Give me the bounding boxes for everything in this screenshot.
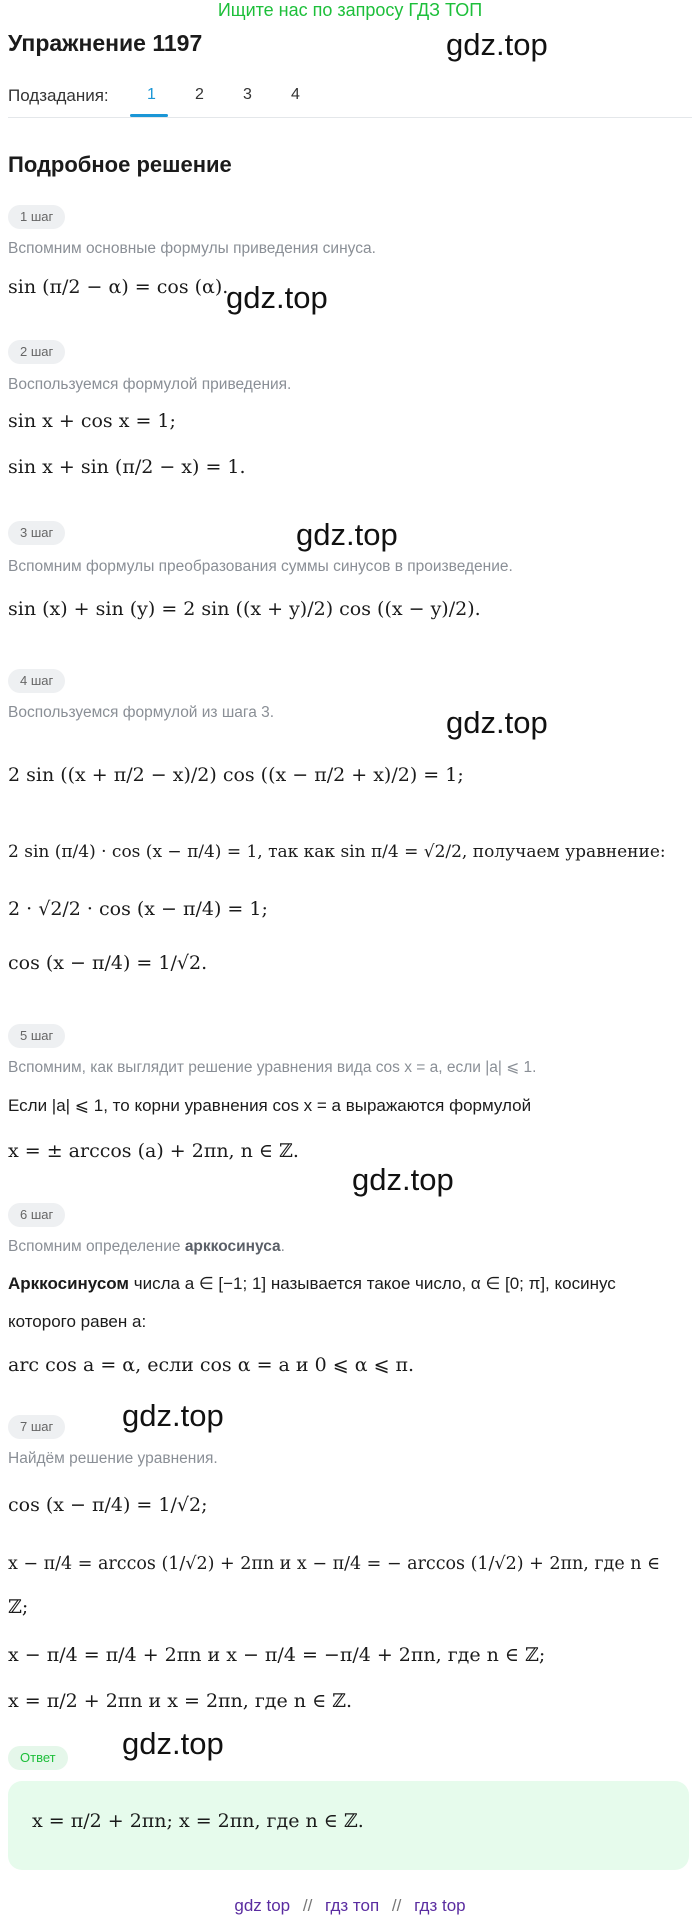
footer-link[interactable]: gdz top [234, 1896, 291, 1915]
watermark: gdz.top [122, 1726, 224, 1761]
step-hint: Воспользуемся формулой из шага 3. [8, 704, 275, 721]
math-line: arc cos a = α, если cos α = a и 0 ⩽ α ⩽ π. [8, 1354, 415, 1376]
footer-separator: // [302, 1896, 313, 1915]
tab-subtask-3[interactable]: 3 [243, 86, 252, 103]
watermark: gdz.top [226, 280, 328, 315]
step-badge: 2 шаг [8, 340, 65, 364]
math-line: sin x + sin (π/2 − x) = 1. [8, 456, 246, 478]
tab-subtask-1[interactable]: 1 [147, 86, 156, 103]
footer-link[interactable]: гдз top [414, 1896, 466, 1915]
watermark: gdz.top [122, 1398, 224, 1433]
step-badge: 7 шаг [8, 1415, 65, 1439]
watermark: gdz.top [446, 705, 548, 740]
math-line: x − π/4 = π/4 + 2πn и x − π/4 = −π/4 + 2πn, где n ∈ ℤ; [8, 1644, 546, 1666]
step-hint: Вспомним, как выглядит решение уравнения вида cos x = a, если |a| ⩽ 1. [8, 1059, 537, 1076]
active-tab-indicator [130, 114, 168, 117]
search-banner: Ищите нас по запросу ГДЗ ТОП [217, 0, 483, 20]
step-badge: 6 шаг [8, 1203, 65, 1227]
section-title: Подробное решение [8, 152, 232, 177]
math-line: cos (x − π/4) = 1/√2. [8, 952, 208, 974]
footer-separator: // [391, 1896, 402, 1915]
hint-suffix: . [280, 1238, 285, 1255]
math-line: x = π/2 + 2πn и x = 2πn, где n ∈ ℤ. [8, 1690, 353, 1712]
step-badge: 5 шаг [8, 1024, 65, 1048]
watermark: gdz.top [296, 517, 398, 552]
tab-subtask-4[interactable]: 4 [291, 86, 300, 103]
math-line: ℤ; [8, 1596, 29, 1618]
step-hint [8, 1238, 285, 1256]
hint-prefix: Вспомним определение [8, 1238, 185, 1255]
math-line: x − π/4 = arccos (1/√2) + 2πn и x − π/4 = − arccos (1/√2) + 2πn, где n ∈ [8, 1554, 661, 1574]
math-line: 2 · √2/2 · cos (x − π/4) = 1; [8, 898, 268, 920]
subtasks-label: Подзадания: [8, 86, 109, 105]
page-title: Упражнение 1197 [8, 30, 203, 56]
step-badge: 1 шаг [8, 205, 65, 229]
hint-bold: арккосинуса [184, 1238, 281, 1255]
math-line: sin (π/2 − α) = cos (α). [8, 276, 229, 298]
math-line: cos (x − π/4) = 1/√2; [8, 1494, 208, 1516]
step-hint: Вспомним основные формулы приведения синуса. [8, 240, 376, 257]
answer-badge: Ответ [8, 1746, 68, 1770]
watermark: gdz.top [446, 27, 548, 62]
math-line: x = ± arccos (a) + 2πn, n ∈ ℤ. [8, 1140, 299, 1162]
footer-links [0, 1896, 700, 1916]
tab-subtask-2[interactable]: 2 [195, 86, 204, 103]
math-line: 2 sin (π/4) · cos (x − π/4) = 1, так как sin π/4 = √2/2, получаем уравнение: [8, 842, 666, 862]
step-badge: 3 шаг [8, 521, 65, 545]
step-badge: 4 шаг [8, 669, 65, 693]
text-line: Если |a| ⩽ 1, то корни уравнения cos x = a выражаются формулой [8, 1096, 532, 1115]
definition-text: числа a ∈ [−1; 1] называется такое число, α ∈ [0; π], косинус [129, 1274, 616, 1293]
footer-link[interactable]: гдз топ [325, 1896, 380, 1915]
definition-line-2: которого равен a: [8, 1312, 147, 1331]
definition-term: Арккосинусом [8, 1274, 130, 1293]
step-hint: Найдём решение уравнения. [8, 1450, 218, 1467]
math-line: sin x + cos x = 1; [8, 410, 176, 432]
definition-line [8, 1274, 616, 1294]
step-hint: Вспомним формулы преобразования суммы синусов в произведение. [8, 558, 513, 575]
math-line: 2 sin ((x + π/2 − x)/2) cos ((x − π/2 + x)/2) = 1; [8, 764, 464, 786]
watermark: gdz.top [352, 1162, 454, 1197]
step-hint: Воспользуемся формулой приведения. [8, 376, 292, 393]
math-line: sin (x) + sin (y) = 2 sin ((x + y)/2) cos ((x − y)/2). [8, 598, 481, 620]
subtasks-nav [8, 86, 692, 118]
answer-text: x = π/2 + 2πn; x = 2πn, где n ∈ ℤ. [32, 1810, 364, 1832]
